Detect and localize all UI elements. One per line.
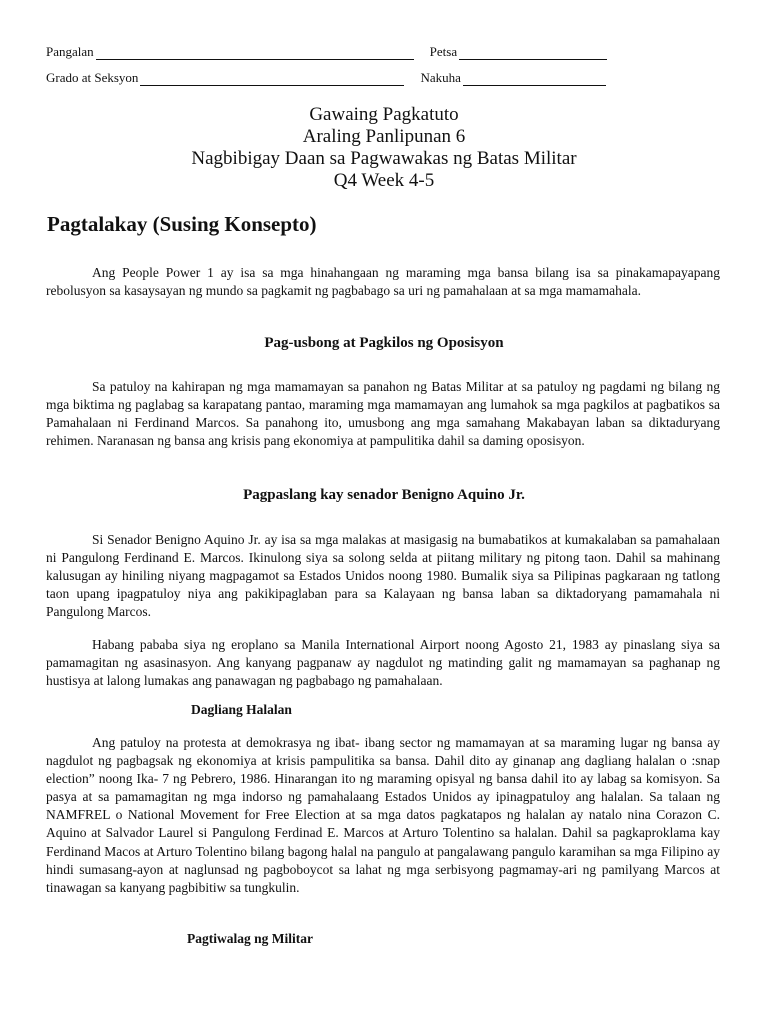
name-field-line[interactable] xyxy=(96,47,414,60)
subheading-oposisyon: Pag-usbong at Pagkilos ng Oposisyon xyxy=(264,335,504,351)
subheading-aquino: Pagpaslang kay senador Benigno Aquino Jr. xyxy=(243,487,525,503)
grade-section-label: Grado at Seksyon xyxy=(46,70,139,85)
subheading-militar: Pagtiwalag ng Militar xyxy=(187,931,313,946)
header-week: Q4 Week 4-5 xyxy=(333,170,435,191)
name-label: Pangalan xyxy=(46,44,94,59)
paragraph-aquino-2: Habang pababa siya ng eroplano sa Manila International Airport noong Agosto 21, 1983 ay pinaslang siya sa pamamagitan ng asasinasyon. Ang kanyang pagpanaw ay nagdulot ng matinding galit ng mamamayan sa paghanap ng hustisya at lalong lumakas ang panawagan ng pagbabago ng pamahalaan. xyxy=(46,637,720,689)
name-date-row xyxy=(46,44,607,60)
subheading-halalan: Dagliang Halalan xyxy=(191,702,292,717)
grade-section-field-line[interactable] xyxy=(140,73,404,86)
header-topic: Nagbibigay Daan sa Pagwawakas ng Batas Militar xyxy=(191,148,577,169)
grade-score-row xyxy=(46,70,606,86)
score-field-line[interactable] xyxy=(463,73,606,86)
date-field-line[interactable] xyxy=(459,47,607,60)
score-label: Nakuha xyxy=(420,70,461,85)
paragraph-aquino-1: Si Senador Benigno Aquino Jr. ay isa sa mga malakas at masigasig na bumabatikos at kumakalaban sa pamahalaan ni Pangulong Ferdinand E. Marcos. Ikinulong siya sa solong selda at piitang military ng pitong taon. Dahil sa mahinang kalusugan ay hiniling niyang magpagamot sa Estados Unidos noong 1980. Bumalik siya sa Pilipinas pagkaraan ng tatlong taon upang ipagpatuloy niya ang pakikipaglaban para sa Kalayaan ng bansa laban sa diktadoryang pamamahala ni Pangulong Marcos. xyxy=(46,532,720,620)
section-title: Pagtalakay (Susing Konsepto) xyxy=(47,212,317,236)
header-title: Gawaing Pagkatuto xyxy=(309,104,459,125)
date-label: Petsa xyxy=(429,44,458,59)
intro-paragraph: Ang People Power 1 ay isa sa mga hinahangaan ng maraming mga bansa bilang isa sa pinakamapayapang rebolusyon sa kasaysayan ng mundo sa pagkamit ng pagbabago sa uri ng pamahalaan at sa mga mamamahala. xyxy=(46,265,720,299)
paragraph-oposisyon: Sa patuloy na kahirapan ng mga mamamayan sa panahon ng Batas Militar at sa patuloy ng pagdami ng bilang ng mga biktima ng paglabag sa karapatang pantao, maraming mga mamamayan ang lumahok sa mga pagkilos at pagbatikos sa Pamahalaan ni Ferdinand Marcos. Sa panahong ito, umusbong ang mga samahang Makabayan laban sa diktaduryang rehimen. Naranasan ng bansa ang krisis pang ekonomiya at pampulitika dahil sa daming oposisyon. xyxy=(46,379,720,449)
worksheet-header xyxy=(0,104,768,192)
paragraph-halalan: Ang patuloy na protesta at demokrasya ng ibat- ibang sector ng mamamayan at sa maraming lugar ng bansa ay nagdulot ng pagbagsak ng ekonomiya at krisis pampulitika sa bansa. Dahil dito ay ginanap ang dagliang halalan o :snap election” noong Ika- 7 ng Pebrero, 1986. Hinarangan ito ng maraming opisyal ng bansa dahil ito ay labag sa komisyon. Sa pasya at sa pamamagitan ng mga indorso ng pamahalaang Estados Unidos ay ipinagpatuloy ang halalan. Sa talaan ng NAMFREL o National Movement for Free Election at sa mga datos pagkatapos ng halalan ay natalo nina Corazon C. Aquino at Salvador Laurel si Pangulong Ferdinad E. Marcos at Arturo Tolentino sa halalan. Dahil sa pagkaproklama kay Ferdinand Macos at Arturo Tolentino bilang bagong halal na pangulo at pangalawang pangulo karamihan sa mga Filipino ay hindi sumasang-ayon at naglunsad ng pagboboycot sa lahat ng mga serbisyong pagmamay-ari ng pamilyang Marcos at tinawagan sa kanyang pagbibitiw sa tungkulin. xyxy=(46,735,720,895)
header-subject: Araling Panlipunan 6 xyxy=(302,126,466,147)
